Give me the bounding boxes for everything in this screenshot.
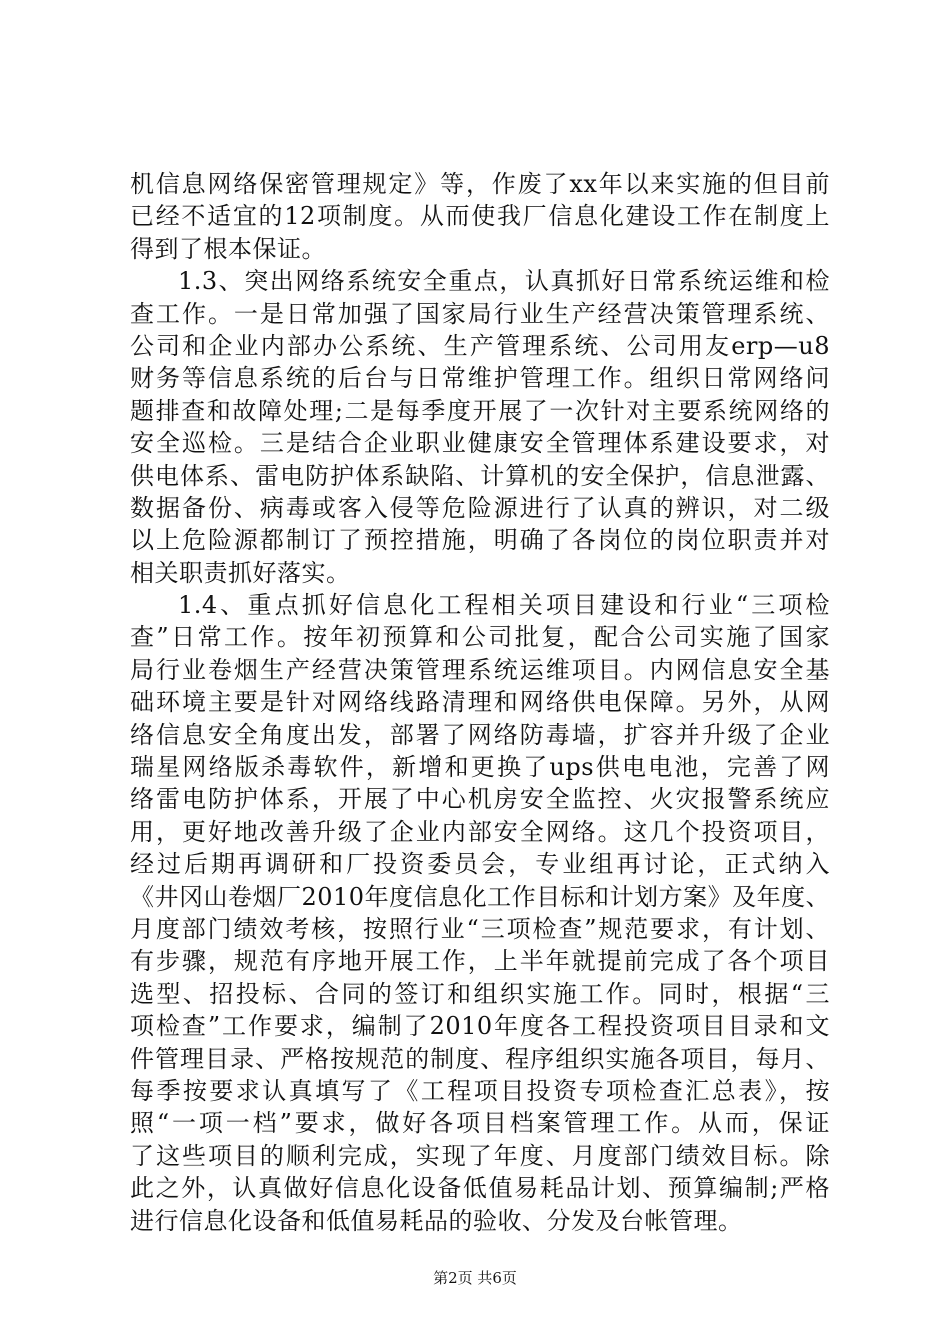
text-line: 每季按要求认真填写了《工程项目投资专项检查汇总表》，按 (130, 1076, 830, 1105)
text-line: 财务等信息系统的后台与日常维护管理工作。组织日常网络问 (130, 364, 830, 393)
text-line: 项检查”工作要求，编制了2010年度各工程投资项目目录和文 (130, 1012, 830, 1041)
text-line: 供电体系、雷电防护体系缺陷、计算机的安全保护，信息泄露、 (130, 461, 830, 490)
text-line: 瑞星网络版杀毒软件，新增和更换了ups供电电池，完善了网 (130, 753, 830, 782)
text-line: 机信息网络保密管理规定》等，作废了xx年以来实施的但目前 (130, 170, 830, 198)
page-footer: 第2页 共6页 (433, 1269, 517, 1287)
text-line: 以上危险源都制订了预控措施，明确了各岗位的岗位职责并对 (130, 526, 830, 555)
text-line: 础环境主要是针对网络线路清理和网络供电保障。另外，从网 (130, 688, 830, 717)
text-line: 照“一项一档”要求，做好各项目档案管理工作。从而，保证 (130, 1109, 830, 1138)
text-line: 查工作。一是日常加强了国家局行业生产经营决策管理系统、 (130, 299, 830, 328)
text-line: 局行业卷烟生产经营决策管理系统运维项目。内网信息安全基 (130, 655, 830, 684)
text-line: 月度部门绩效考核，按照行业“三项检查”规范要求，有计划、 (130, 914, 830, 943)
text-line: 络雷电防护体系，开展了中心机房安全监控、火灾报警系统应 (130, 785, 830, 814)
text-line: 《井冈山卷烟厂2010年度信息化工作目标和计划方案》及年度、 (130, 882, 831, 911)
text-line: 进行信息化设备和低值易耗品的验收、分发及台帐管理。 (130, 1206, 743, 1235)
text-line: 相关职责抓好落实。 (130, 558, 351, 587)
text-line: 件管理目录、严格按规范的制度、程序组织实施各项目，每月、 (130, 1044, 830, 1073)
text-line: 此之外，认真做好信息化设备低值易耗品计划、预算编制;严格 (130, 1174, 830, 1203)
text-line: 1.4、重点抓好信息化工程相关项目建设和行业“三项检 (178, 591, 830, 620)
text-line: 了这些项目的顺利完成，实现了年度、月度部门绩效目标。除 (130, 1141, 830, 1170)
body-text (130, 168, 830, 1237)
text-line: 经过后期再调研和厂投资委员会，专业组再讨论，正式纳入 (130, 850, 830, 879)
text-line: 公司和企业内部办公系统、生产管理系统、公司用友erp—u8 (130, 331, 830, 360)
text-line: 安全巡检。三是结合企业职业健康安全管理体系建设要求，对 (130, 429, 830, 458)
text-line: 数据备份、病毒或客入侵等危险源进行了认真的辨识，对二级 (130, 493, 830, 522)
text-line: 用，更好地改善升级了企业内部安全网络。这几个投资项目， (130, 817, 830, 846)
text-line: 有步骤，规范有序地开展工作，上半年就提前完成了各个项目 (130, 947, 830, 976)
text-line: 络信息安全角度出发，部署了网络防毒墙，扩容并升级了企业 (130, 720, 830, 749)
text-line: 选型、招投标、合同的签订和组织实施工作。同时，根据“三 (130, 979, 830, 1008)
text-line: 查”日常工作。按年初预算和公司批复，配合公司实施了国家 (130, 623, 830, 652)
text-line: 已经不适宜的12项制度。从而使我厂信息化建设工作在制度上 (130, 202, 830, 231)
text-line: 得到了根本保证。 (130, 234, 326, 263)
text-line: 题排查和故障处理;二是每季度开展了一次针对主要系统网络的 (130, 396, 830, 425)
text-line: 1.3、突出网络系统安全重点，认真抓好日常系统运维和检 (178, 267, 830, 296)
